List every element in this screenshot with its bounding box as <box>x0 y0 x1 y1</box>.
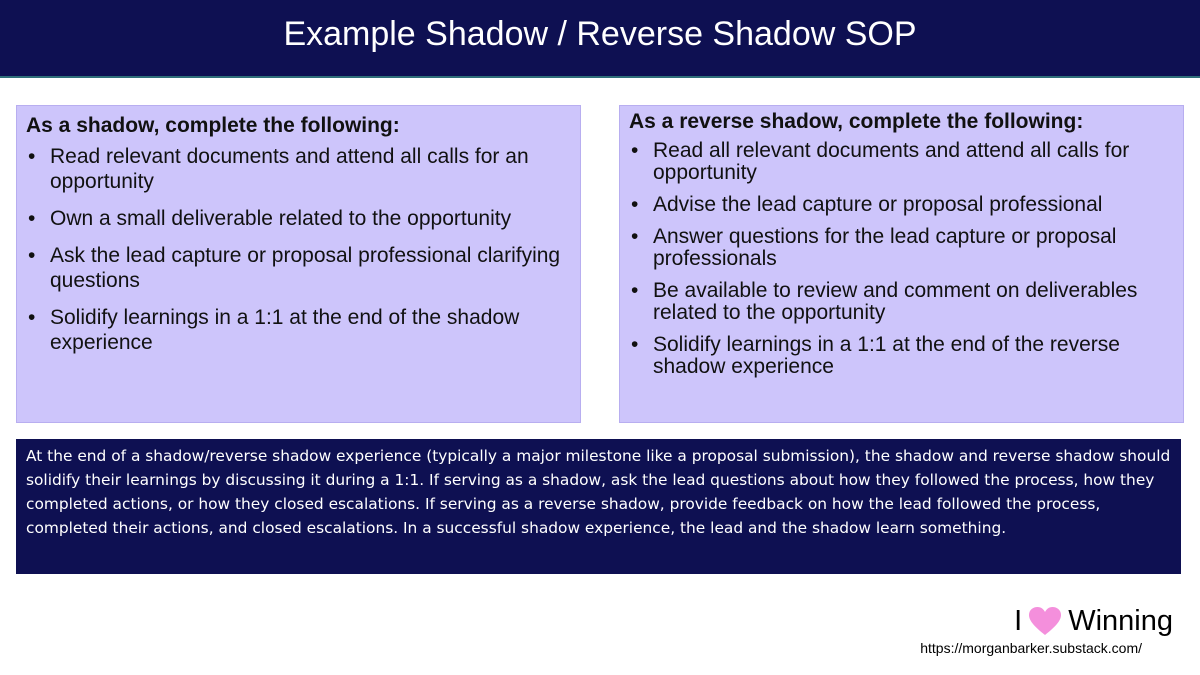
bullet-icon: • <box>28 145 36 168</box>
source-url: https://morganbarker.substack.com/ <box>920 640 1142 656</box>
summary-box <box>16 439 1181 574</box>
list-item-text: Own a small deliverable related to the opportunity <box>50 207 512 230</box>
shadow-panel <box>16 105 581 423</box>
reverse-shadow-panel <box>619 105 1184 423</box>
shadow-panel-heading: As a shadow, complete the following: <box>26 114 400 137</box>
reverse-shadow-panel-heading: As a reverse shadow, complete the following: <box>629 110 1084 133</box>
heart-shape <box>1029 607 1061 635</box>
brand-suffix: Winning <box>1068 604 1173 637</box>
title-bar <box>0 0 1200 78</box>
bullet-icon: • <box>631 279 639 302</box>
list-item-text: Be available to review and comment on deliverables related to the opportunity <box>653 279 1138 324</box>
list-item-text: Read relevant documents and attend all calls for an opportunity <box>50 145 529 193</box>
list-item-text: Advise the lead capture or proposal professional <box>653 193 1103 216</box>
list-item <box>629 194 1173 216</box>
heart-icon <box>1028 606 1062 636</box>
list-item-text: Read all relevant documents and attend all calls for opportunity <box>653 139 1130 184</box>
list-item <box>629 140 1173 184</box>
bullet-icon: • <box>631 225 639 248</box>
list-item <box>26 305 570 355</box>
bullet-icon: • <box>631 333 639 356</box>
bullet-icon: • <box>631 193 639 216</box>
list-item <box>26 144 570 194</box>
list-item-text: Ask the lead capture or proposal professional clarifying questions <box>50 244 561 292</box>
bullet-icon: • <box>28 306 36 329</box>
list-item <box>629 280 1173 324</box>
summary-text: At the end of a shadow/reverse shadow experience (typically a major milestone like a proposal submission), the shadow and reverse shadow should solidify their learnings by discussing it during a 1:1. If serving as a shadow, ask the lead questions about how they followed the process, how they completed actions, or how they closed escalations. If serving as a reverse shadow, provide feedback on how the lead followed the process, completed their actions, and closed escalations. In a successful shadow experience, the lead and the shadow learn something. <box>26 447 1171 537</box>
list-item-text: Solidify learnings in a 1:1 at the end of the reverse shadow experience <box>653 333 1120 378</box>
shadow-list <box>26 144 570 355</box>
list-item <box>26 206 570 231</box>
list-item <box>629 226 1173 270</box>
list-item-text: Solidify learnings in a 1:1 at the end of the shadow experience <box>50 306 520 354</box>
brand-prefix: I <box>1014 604 1023 637</box>
bullet-icon: • <box>631 139 639 162</box>
list-item-text: Answer questions for the lead capture or proposal professionals <box>653 225 1117 270</box>
page-title: Example Shadow / Reverse Shadow SOP <box>283 15 917 53</box>
reverse-shadow-list <box>629 140 1173 378</box>
list-item <box>629 334 1173 378</box>
bullet-icon: • <box>28 207 36 230</box>
brand-logo <box>1014 603 1173 639</box>
bullet-icon: • <box>28 244 36 267</box>
list-item <box>26 243 570 293</box>
